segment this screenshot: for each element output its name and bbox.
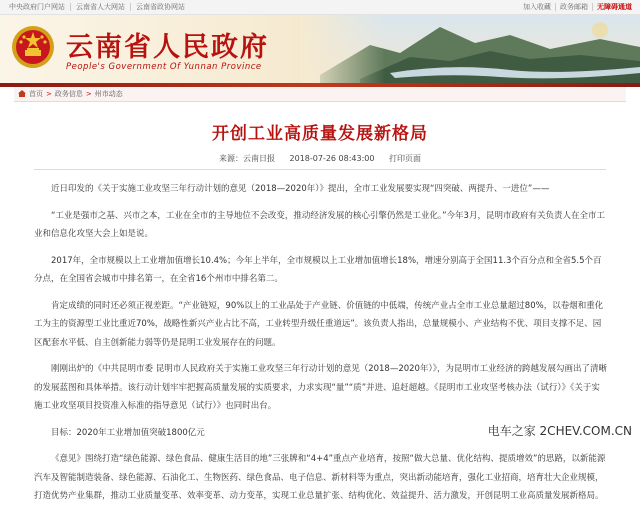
top-utility-bar xyxy=(0,0,640,15)
accessibility-link[interactable]: 无障碍通道 xyxy=(592,3,636,11)
article-meta xyxy=(0,153,640,164)
link-cppcc[interactable]: 云南省政协网站 xyxy=(136,3,185,11)
link-provincial-congress[interactable]: 云南省人大网站 xyxy=(71,3,131,11)
paragraph: 近日印发的《关于实施工业攻坚三年行动计划的意见（2018—2020年）》提出，全市工业发展要实现“四突破、两提升、一进位”—— xyxy=(51,184,550,194)
breadcrumb-separator: > xyxy=(46,90,52,98)
add-favorite-link[interactable]: 加入收藏 xyxy=(523,3,551,11)
landscape-banner-image xyxy=(300,15,640,83)
home-icon xyxy=(18,90,26,97)
paragraph: 刚刚出炉的《中共昆明市委 昆明市人民政府关于实施工业攻坚三年行动计划的意见（2018—2020年）》，为昆明市工业经济的跨越发展勾画出了清晰的发展蓝图和具体举措。该行动计划牢牢把握高质量发展的实质要求，力求实现“量”“质”并进、追赶超越。《昆明市工业攻坚考核办法（试行）》《关于实施工业攻坚项目投资准入标准的指导意见（试行）》也同时出台。 xyxy=(34,364,607,411)
breadcrumb-separator: > xyxy=(85,90,92,98)
article-date: 2018-07-26 08:43:00 xyxy=(289,154,375,163)
top-right-links xyxy=(519,0,636,14)
site-banner xyxy=(0,15,640,83)
top-links xyxy=(4,0,190,14)
meta-divider xyxy=(34,169,606,170)
site-subtitle: People's Government Of Yunnan Province xyxy=(66,62,262,72)
site-title: 云南省人民政府 xyxy=(66,32,269,63)
paragraph: 《意见》围绕打造“绿色能源、绿色食品、健康生活目的地”三张牌和“4+4”重点产业培育，按照“做大总量、优化结构、提质增效”的思路，以新能源汽车及智能制造装备、绿色能源、石油化工、生物医药、绿色食品、电子信息、新材料等为重点，突出新动能培育，强化工业招商，培育壮大企业规模，打造优势产业集群，推动工业质量变革、效率变革、动力变革，实现工业总量扩张、结构优化、效益提升、活力激发，开创昆明工业高质量发展新格局。 xyxy=(34,454,606,501)
paragraph: 2017年，全市规模以上工业增加值增长10.4%；今年上半年，全市规模以上工业增加值增长18%，增速分别高于全国11.3个百分点和全省5.5个百分点，在全国省会城市中排名第一，在全省16个州市中排名第二。 xyxy=(34,255,602,284)
breadcrumb xyxy=(14,87,626,102)
breadcrumb-gov-info[interactable]: 政务信息 xyxy=(54,90,83,98)
gov-mail-link[interactable]: 政务邮箱 xyxy=(555,3,592,11)
breadcrumb-city-news[interactable]: 州市动态 xyxy=(94,90,123,98)
breadcrumb-home[interactable]: 首页 xyxy=(29,90,43,98)
paragraph: 肯定成绩的同时还必须正视差距。“产业链短，90%以上的工业品处于产业链、价值链的中低端，传统产业占全市工业总量超过80%，以卷烟和重化工为主的资源型工业比重近70%，战略性新兴产业占比不高，工业转型升级任重道远”。该负责人指出，总量规模小、产业结构不优、项目支撑不足、园区配套水平低、自主创新能力弱等仍是昆明工业发展存在的问题。 xyxy=(34,300,604,348)
article-body xyxy=(34,180,608,514)
print-page-link[interactable]: 打印页面 xyxy=(389,154,422,163)
national-emblem-icon xyxy=(10,23,56,73)
article-title: 开创工业高质量发展新格局 xyxy=(212,124,428,144)
watermark-text: 电车之家 2CHEV.COM.CN xyxy=(487,424,632,438)
article-source: 来源：云南日报 xyxy=(218,154,275,163)
paragraph-heading: 目标：2020年工业增加值突破1800亿元 xyxy=(51,427,205,438)
link-central-gov[interactable]: 中央政府门户网站 xyxy=(4,3,71,11)
paragraph: “工业是强市之基、兴市之本，工业在全市的主导地位不会改变，推动经济发展的核心引擎仍然是工业化。”今年3月，昆明市政府有关负责人在全市工业和信息化攻坚大会上如是说。 xyxy=(34,210,605,239)
